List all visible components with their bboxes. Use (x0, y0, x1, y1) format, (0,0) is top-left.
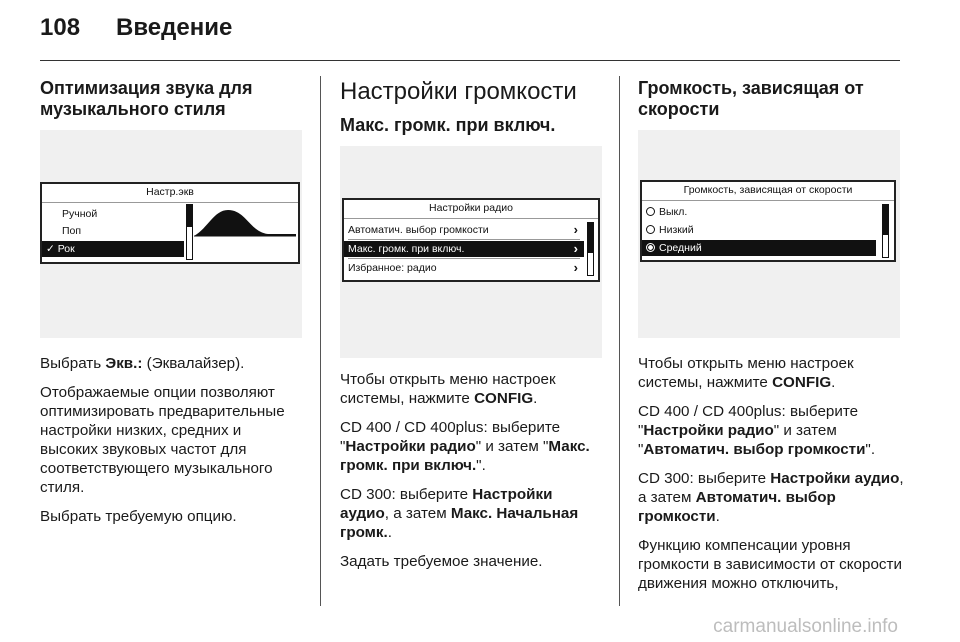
radio-off-icon (646, 225, 655, 234)
speed-scrollbar-thumb[interactable] (883, 205, 888, 235)
screen-title: Настройки радио (429, 202, 513, 214)
option-medium[interactable]: Средний (642, 240, 876, 256)
column-volume-settings (340, 78, 602, 136)
speed-volume-screenshot (638, 130, 900, 338)
column-volume-text (340, 370, 604, 581)
paragraph-open-config: Чтобы открыть меню настроек системы, нажмите CONFIG. (340, 371, 556, 407)
radio-scrollbar[interactable] (587, 222, 594, 276)
screen-title-rule (642, 200, 894, 201)
subheading-max-startup-volume: Макс. громк. при включ. (340, 115, 556, 135)
paragraph-cd400: CD 400 / CD 400plus: выберите "Настройки радио" и затем "Макс. громк. при включ.". (340, 419, 590, 474)
paragraph-compensation: Функцию компенсации уровня громкости в зависимости от скорости движения можно отключить, (638, 537, 902, 592)
header-rule (40, 60, 900, 61)
radio-selected-icon (646, 243, 655, 252)
watermark: carmanualsonline.info (713, 616, 898, 637)
equalizer-screen (40, 182, 300, 264)
column-equalizer (40, 78, 302, 120)
radio-scrollbar-thumb[interactable] (588, 223, 593, 253)
radio-off-icon (646, 207, 655, 216)
eq-item-rock[interactable] (42, 241, 184, 257)
row-divider (348, 239, 580, 240)
chevron-right-icon: › (573, 241, 578, 256)
speed-scrollbar[interactable] (882, 204, 889, 258)
row-divider (348, 258, 580, 259)
eq-scrollbar-thumb[interactable] (187, 205, 192, 227)
paragraph-cd300: CD 300: выберите Настройки аудио, а затем Макс. Начальная громк.. (340, 486, 579, 541)
menu-item-max-startup-volume[interactable]: Макс. громк. при включ. › (344, 241, 584, 257)
paragraph-eq-description: Отображаемые опции позволяют оптимизировать предварительные настройки низких, средних и высоких звуковых частот для соответствующего музыкального стиля. (40, 384, 285, 496)
equalizer-screenshot (40, 130, 302, 338)
menu-item-auto-volume[interactable]: Автоматич. выбор громкости › (348, 222, 578, 237)
heading-music-style: Оптимизация звука для музыкального стиля (40, 78, 253, 119)
screen-title-rule (344, 218, 598, 219)
paragraph-select-eq: Выбрать Экв.: (Эквалайзер). (40, 355, 245, 372)
option-low[interactable]: Низкий (642, 222, 876, 238)
screen-title: Настр.экв (146, 186, 194, 198)
paragraph-select-option: Выбрать требуемую опцию. (40, 508, 237, 525)
paragraph-cd300: CD 300: выберите Настройки аудио, а затем Автоматич. выбор громкости. (638, 470, 904, 525)
eq-curve (194, 210, 296, 236)
radio-settings-screenshot (340, 146, 602, 358)
menu-item-favourite-radio[interactable]: Избранное: радио › (348, 260, 578, 275)
column-speed-volume (638, 78, 900, 120)
checkmark-icon: ✓ (46, 243, 55, 255)
section-title: Введение (116, 14, 233, 41)
eq-curve-graph (194, 204, 296, 258)
chevron-right-icon: › (573, 222, 578, 237)
screen-title-rule (42, 202, 298, 203)
speed-volume-screen (640, 180, 896, 262)
paragraph-set-value: Задать требуемое значение. (340, 553, 543, 570)
paragraph-open-config: Чтобы открыть меню настроек системы, нажмите CONFIG. (638, 355, 854, 391)
heading-speed-volume: Громкость, зависящая от скорости (638, 78, 864, 119)
eq-scrollbar[interactable] (186, 204, 193, 260)
page-number: 108 (40, 14, 81, 41)
option-off[interactable]: Выкл. (642, 204, 876, 220)
radio-settings-screen (342, 198, 600, 282)
eq-item-rock-label: Рок (57, 243, 75, 255)
column-equalizer-text (40, 354, 302, 536)
screen-title: Громкость, зависящая от скорости (683, 184, 853, 196)
eq-item-pop[interactable]: Поп (62, 225, 82, 237)
column-divider-2 (619, 76, 620, 606)
paragraph-cd400: CD 400 / CD 400plus: выберите "Настройки радио" и затем "Автоматич. выбор громкости". (638, 403, 876, 458)
column-speed-text (638, 354, 904, 603)
chevron-right-icon: › (573, 260, 578, 275)
eq-item-manual[interactable]: Ручной (62, 208, 98, 220)
heading-volume-settings: Настройки громкости (340, 78, 577, 105)
column-divider-1 (320, 76, 321, 606)
